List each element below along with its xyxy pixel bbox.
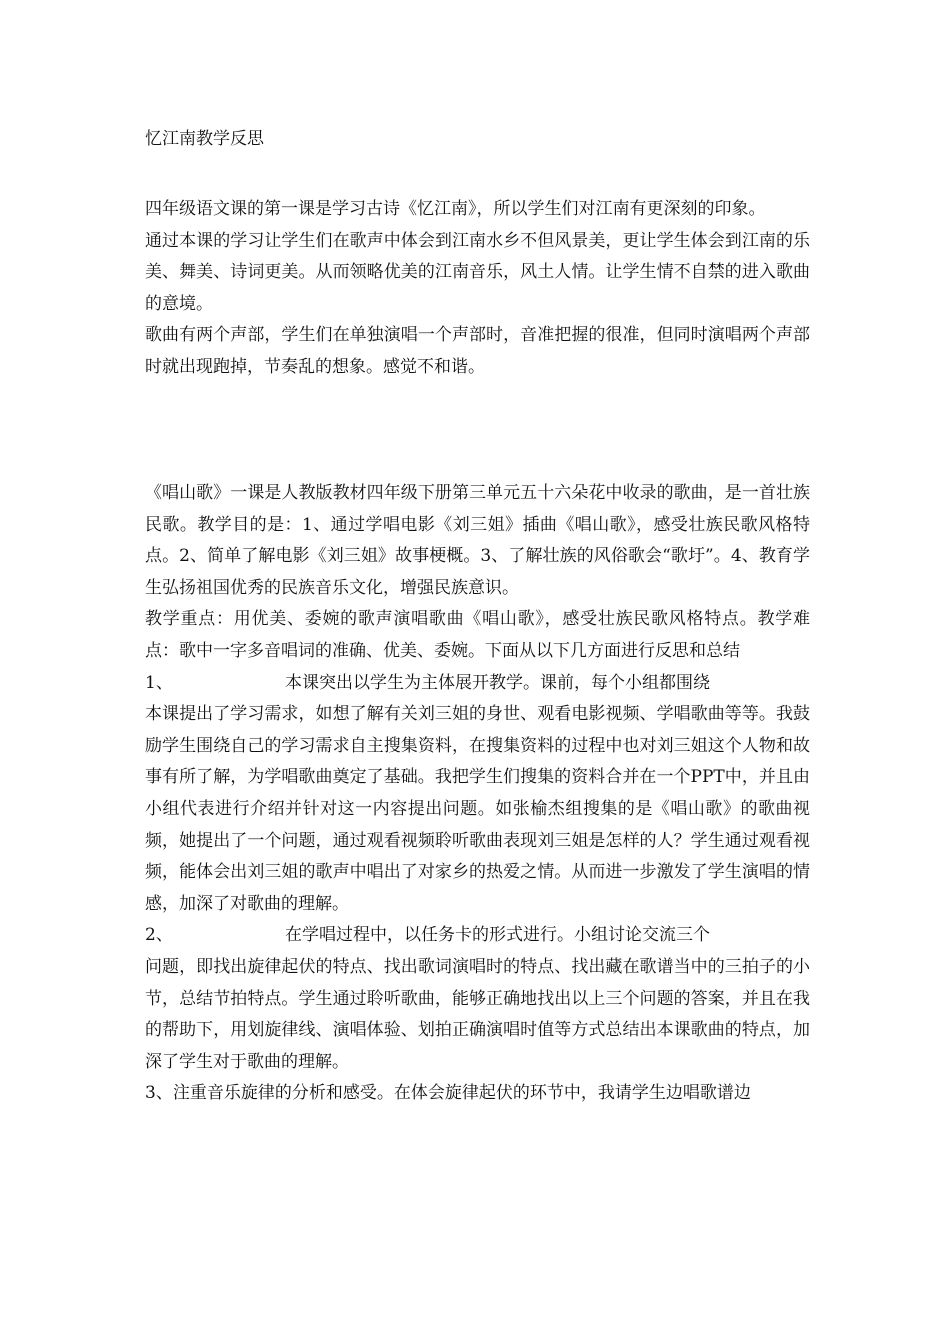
list-heading-text: 本课突出以学生为主体展开教学。课前，每个小组都围绕	[285, 672, 710, 693]
section-jiangnan-reflection	[145, 194, 810, 384]
paragraph: 通过本课的学习让学生们在歌声中体会到江南水乡不但风景美，更让学生体会到江南的乐美、舞美、诗词更美。从而领略优美的江南音乐，风土人情。让学生情不自禁的进入歌曲的意境。	[145, 230, 810, 314]
list-item-2-heading	[145, 920, 810, 952]
list-item-2-body: 问题，即找出旋律起伏的特点、找出歌词演唱时的特点、找出藏在歌谱当中的三拍子的小节，总结节拍特点。学生通过聆听歌曲，能够正确地找出以上三个问题的答案，并且在我的帮助下，用划旋律线、演唱体验、划拍正确演唱时值等方式总结出本课歌曲的特点，加深了学生对于歌曲的理解。	[145, 956, 810, 1072]
paragraph-intro: 《唱山歌》一课是人教版教材四年级下册第三单元五十六朵花中收录的歌曲，是一首壮族民歌。教学目的是：1、通过学唱电影《刘三姐》插曲《唱山歌》，感受壮族民歌风格特点。2、简单了解电影《刘三姐》故事梗概。3、了解壮族的风俗歌会“歌圩”。4、教育学生弘扬祖国优秀的民族音乐文化，增强民族意识。	[145, 483, 810, 598]
list-number: 1、	[145, 672, 173, 693]
list-item-1-body: 本课提出了学习需求，如想了解有关刘三姐的身世、观看电影视频、学唱歌曲等等。我鼓励学生围绕自己的学习需求自主搜集资料，在搜集资料的过程中也对刘三姐这个人物和故事有所了解，为学唱歌曲奠定了基础。我把学生们搜集的资料合并在一个PPT中，并且由小组代表进行介绍并针对这一内容提出问题。如张榆杰组搜集的是《唱山歌》的歌曲视频，她提出了一个问题，通过观看视频聆听歌曲表现刘三姐是怎样的人？学生通过观看视频，能体会出刘三姐的歌声中唱出了对家乡的热爱之情。从而进一步激发了学生演唱的情感，加深了对歌曲的理解。	[145, 704, 810, 914]
paragraph: 歌曲有两个声部，学生们在单独演唱一个声部时，音准把握的很准，但同时演唱两个声部时就出现跑掉，节奏乱的想象。感觉不和谐。	[145, 325, 810, 377]
list-item-3: 3、注重音乐旋律的分析和感受。在体会旋律起伏的环节中，我请学生边唱歌谱边	[145, 1083, 751, 1104]
list-heading-text: 在学唱过程中，以任务卡的形式进行。小组讨论交流三个	[285, 925, 710, 946]
document-title: 忆江南教学反思	[145, 129, 264, 149]
list-number: 2、	[145, 925, 173, 946]
section-changshange-reflection	[145, 478, 810, 1110]
paragraph: 四年级语文课的第一课是学习古诗《忆江南》，所以学生们对江南有更深刻的印象。	[145, 199, 766, 219]
list-item-1-heading	[145, 668, 810, 700]
paragraph-focus: 教学重点：用优美、委婉的歌声演唱歌曲《唱山歌》，感受壮族民歌风格特点。教学难点：歌中一字多音唱词的准确、优美、委婉。下面从以下几方面进行反思和总结	[145, 609, 810, 661]
